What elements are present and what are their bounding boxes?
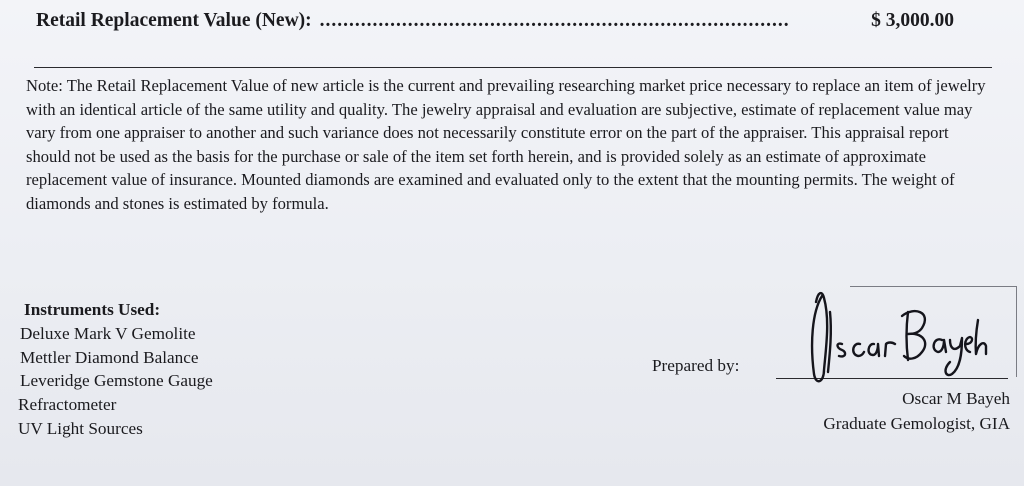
signer-title: Graduate Gemologist, GIA — [823, 414, 1010, 433]
replacement-value-amount: $ 3,000.00 — [871, 10, 954, 31]
handwritten-signature — [790, 282, 990, 392]
instrument-item: Refractometer — [18, 395, 117, 415]
dot-leader: ................................................................................ — [319, 10, 790, 31]
prepared-by-label: Prepared by: — [652, 356, 740, 375]
replacement-value-line — [36, 10, 954, 32]
signer-block — [823, 386, 1010, 436]
instrument-item: Leveridge Gemstone Gauge — [20, 371, 213, 391]
divider-rule — [34, 67, 992, 68]
instruments-heading: Instruments Used: — [24, 300, 161, 319]
instrument-item: UV Light Sources — [18, 418, 143, 438]
instruments-list — [18, 322, 213, 441]
replacement-value-label: Retail Replacement Value (New): — [36, 10, 312, 31]
disclaimer-note: Note: The Retail Replacement Value of new article is the current and prevailing researching market price necessary to replace an item of jewelry with an identical article of the same utility and quality. The jewelry appraisal and evaluation are subjective, estimate of replacement value may vary from one appraiser to another and such variance does not necessarily constitute error on the part of the appraiser. This appraisal report should not be used as the basis for the purchase or sale of the item set forth herein, and is provided solely as an estimate of approximate replacement value of insurance. Mounted diamonds are examined and evaluated only to the extent that the mounting permits. The weight of diamonds and stones is estimated by formula. — [26, 76, 986, 213]
signer-name: Oscar M Bayeh — [902, 389, 1010, 408]
instrument-item: Mettler Diamond Balance — [20, 347, 199, 367]
instruments-section — [18, 298, 213, 441]
instrument-item: Deluxe Mark V Gemolite — [20, 323, 196, 343]
